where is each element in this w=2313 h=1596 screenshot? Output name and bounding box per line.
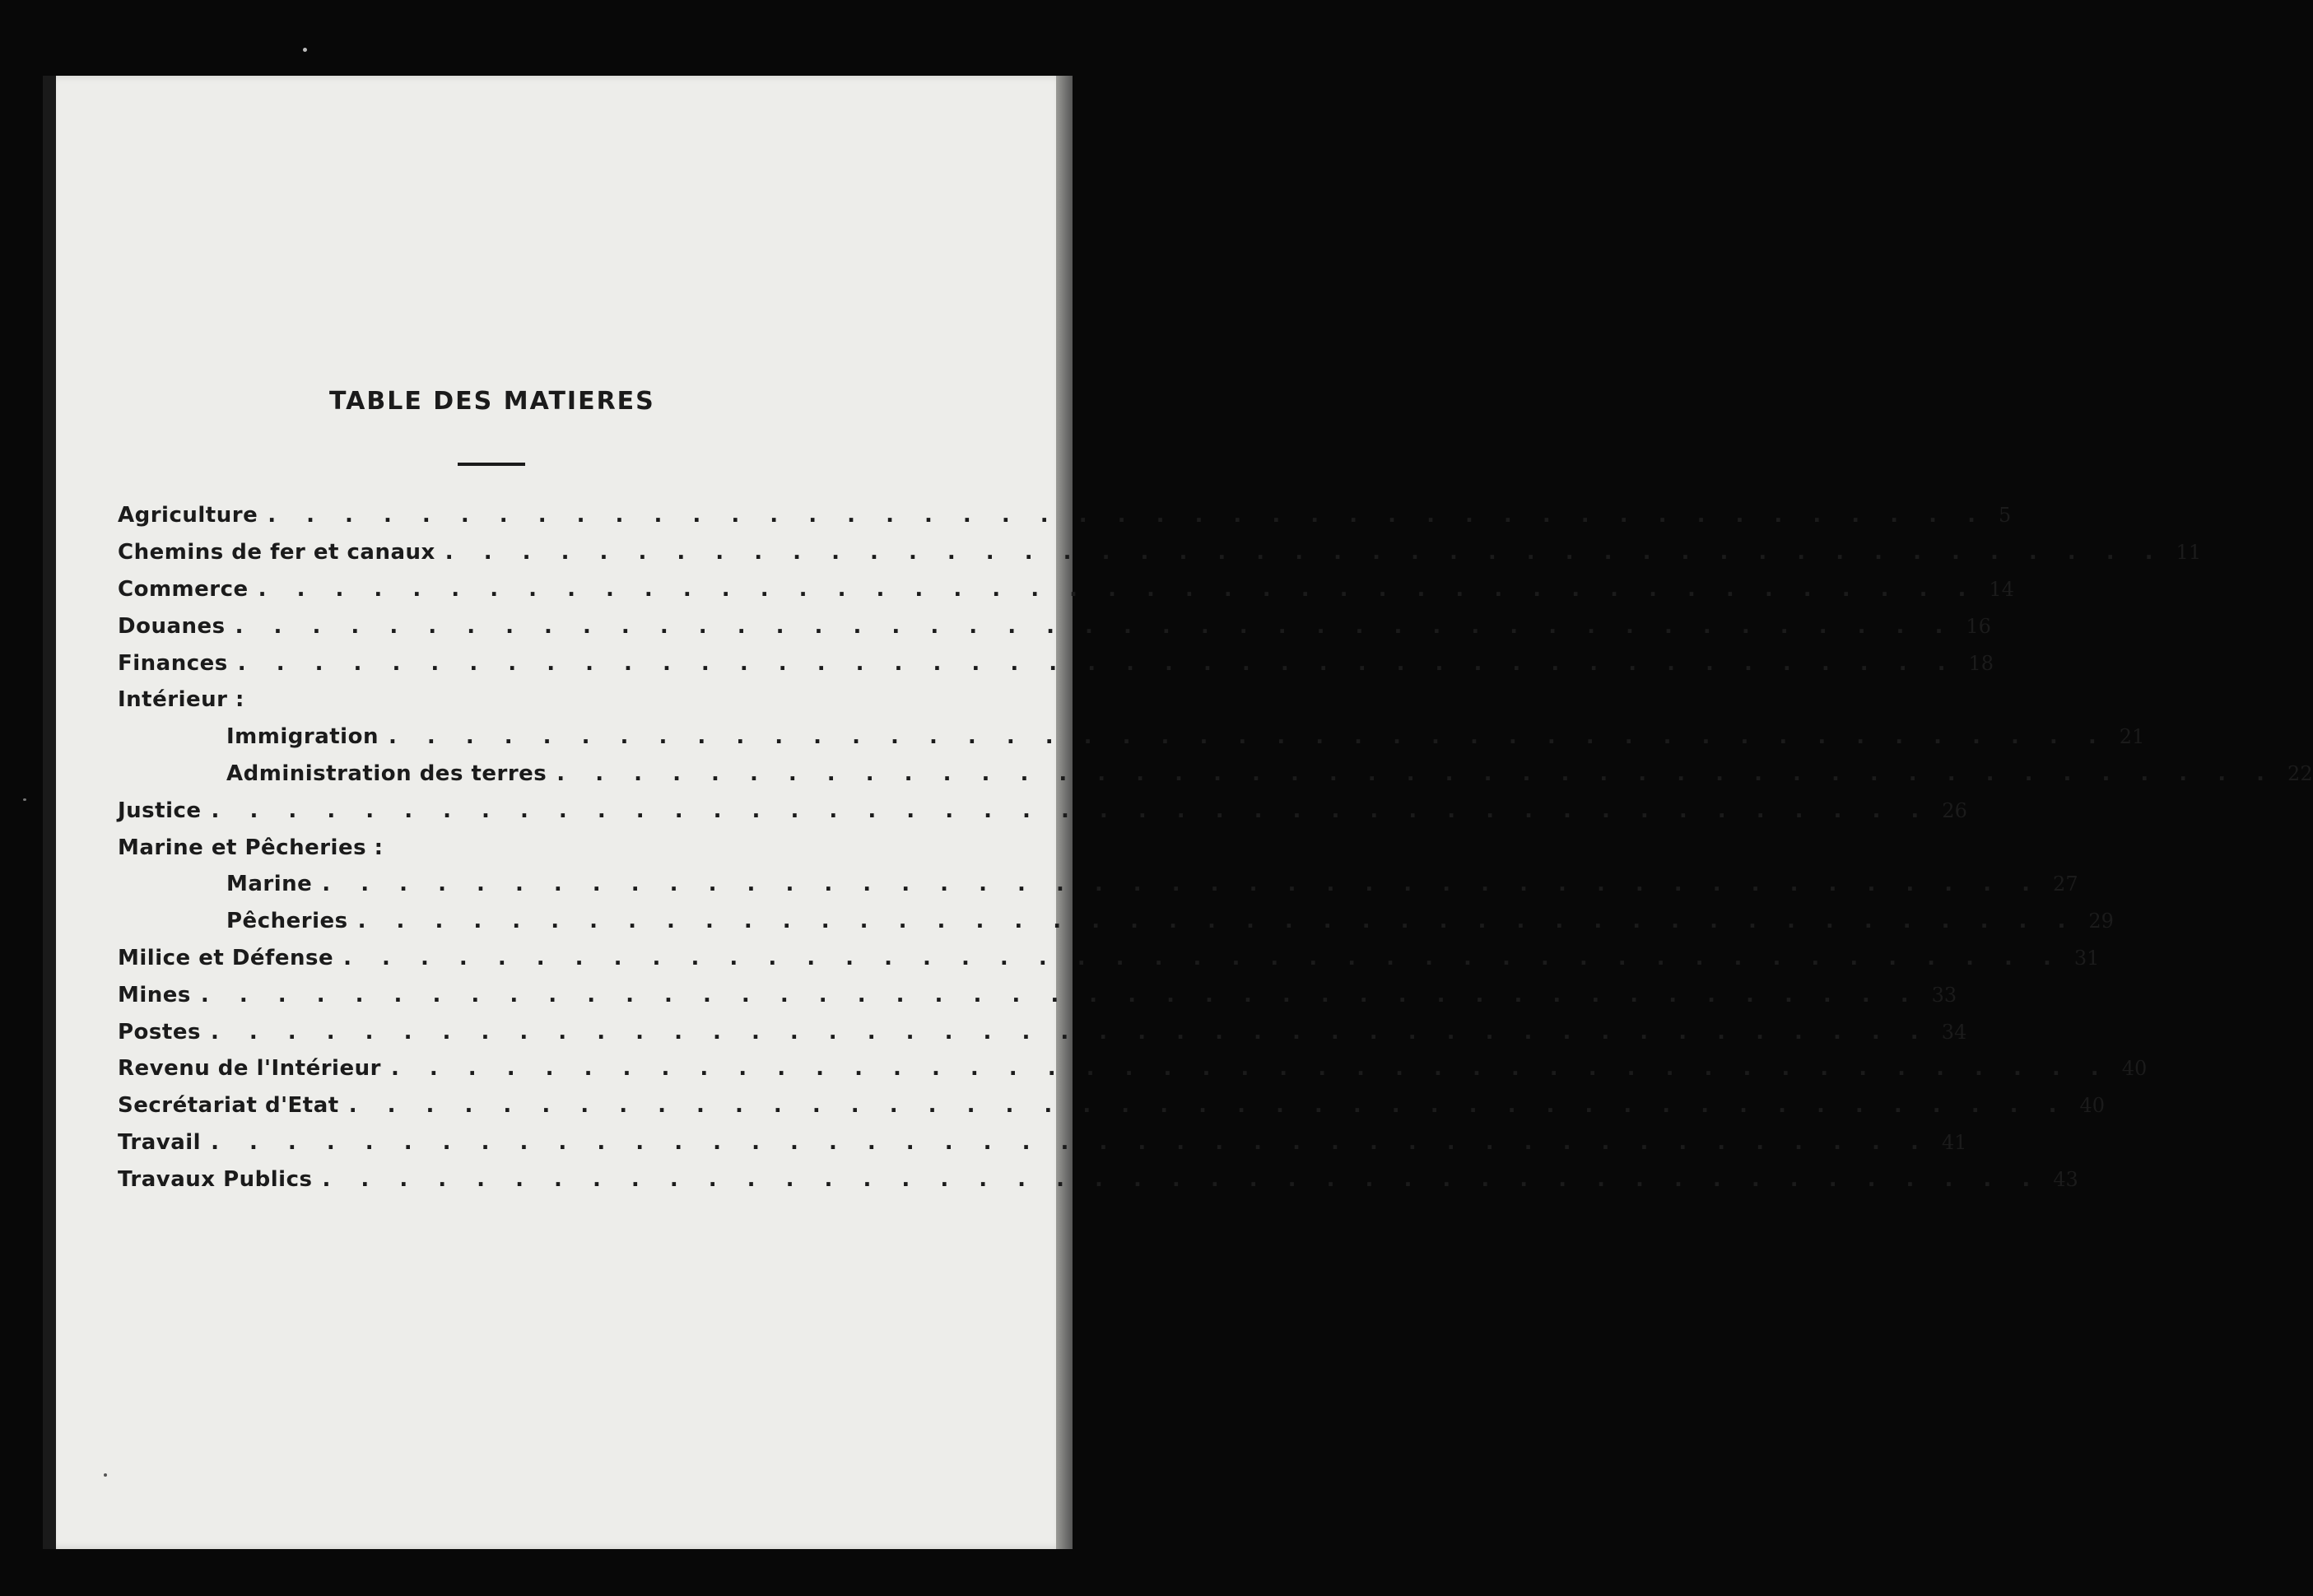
toc-entry-label: Milice et Défense xyxy=(118,945,334,970)
toc-entry xyxy=(118,976,1957,1013)
toc-entry-page-number: 29 xyxy=(2088,910,2114,933)
toc-entry xyxy=(118,534,2202,571)
toc-entry xyxy=(118,644,1994,682)
toc-entry-label: Marine et Pêcheries : xyxy=(118,835,384,860)
toc-entry-label: Marine xyxy=(226,872,313,897)
toc-leader-dots: . . . . . . . . . . . . . . . . . . . . . . . . . . . . . . . . . . . . . . . . . . . . . xyxy=(322,1166,2042,1192)
toc-entry-label: Revenu de l'Intérieur xyxy=(118,1056,381,1082)
toc-leader-dots: . . . . . . . . . . . . . . . . . . . . . . . . . . . . . . . . . . . . . . . . . . . . . xyxy=(200,982,1920,1007)
toc-entry-page-number: 27 xyxy=(2053,872,2078,896)
toc-entry xyxy=(118,497,2012,534)
toc-entry xyxy=(118,792,1967,829)
toc-entry-page-number: 5 xyxy=(1998,504,2012,528)
toc-leader-dots: . . . . . . . . . . . . . . . . . . . . . . . . . . . . . . . . . . . . . . . . . . . . . xyxy=(390,1056,2111,1082)
toc-leader-dots: . . . . . . . . . . . . . . . . . . . . . . . . . . . . . . . . . . . . . . . . . . . . . xyxy=(388,724,2108,750)
table-of-contents xyxy=(118,497,2313,1198)
toc-entry-page-number: 18 xyxy=(1968,651,1994,675)
toc-leader-dots: . . . . . . . . . . . . . . . . . . . . . . . . . . . . . . . . . . . . . . . . . . . . . xyxy=(444,540,2165,565)
toc-entry-page-number: 43 xyxy=(2053,1167,2078,1191)
toc-entry xyxy=(118,719,2145,756)
toc-entry xyxy=(118,829,859,866)
toc-entry-label: Travaux Publics xyxy=(118,1166,313,1192)
toc-entry-page-number: 33 xyxy=(1931,983,1957,1007)
toc-entry-label: Mines xyxy=(118,982,191,1007)
toc-entry-label: Finances xyxy=(118,650,228,676)
toc-entry xyxy=(118,756,2313,793)
toc-entry-page-number: 14 xyxy=(1989,577,2014,601)
toc-entry-page-number: 40 xyxy=(2079,1094,2105,1118)
toc-entry xyxy=(118,1161,2078,1198)
toc-entry-page-number: 22 xyxy=(2287,761,2313,785)
toc-entry-label: Agriculture xyxy=(118,503,258,528)
toc-entry-page-number: 34 xyxy=(1941,1020,1967,1044)
toc-entry xyxy=(118,903,2114,940)
toc-leader-dots: . . . . . . . . . . . . . . . . . . . . . . . . . . . . . . . . . . . . . . . . . . . . . xyxy=(268,503,1987,528)
toc-entry-page-number: 11 xyxy=(2176,541,2202,565)
toc-entry xyxy=(118,866,2078,903)
toc-entry-page-number: 41 xyxy=(1941,1130,1967,1154)
toc-entry xyxy=(118,940,2100,977)
toc-leader-dots: . . . . . . . . . . . . . . . . . . . . . . . . . . . . . . . . . . . . . . . . . . . . . xyxy=(322,872,2042,897)
toc-entry xyxy=(118,1124,1967,1161)
toc-entry xyxy=(118,571,2014,608)
toc-entry xyxy=(118,607,1991,644)
toc-entry-page-number: 31 xyxy=(2073,946,2100,970)
toc-entry-label: Douanes xyxy=(118,613,226,639)
toc-entry-page-number: 16 xyxy=(1966,614,1991,638)
toc-entry-page-number: 26 xyxy=(1942,798,1967,822)
toc-entry-label: Immigration xyxy=(226,724,379,750)
dust-speck xyxy=(104,1473,107,1477)
toc-entry-label: Commerce xyxy=(118,576,249,602)
toc-leader-dots: . . . . . . . . . . . . . . . . . . . . . . . . . . . . . . . . . . . . . . . . . . . . . xyxy=(235,613,1955,639)
page-title: TABLE DES MATIERES xyxy=(329,387,655,416)
toc-entry-label: Travail xyxy=(118,1129,202,1155)
toc-leader-dots: . . . . . . . . . . . . . . . . . . . . . . . . . . . . . . . . . . . . . . . . . . . . . xyxy=(211,1129,1930,1155)
title-rule xyxy=(458,463,525,466)
toc-entry-label: Pêcheries xyxy=(226,909,348,934)
toc-leader-dots: . . . . . . . . . . . . . . . . . . . . . . . . . . . . . . . . . . . . . . . . . . . . . xyxy=(211,798,1931,823)
toc-entry-label: Intérieur : xyxy=(118,687,244,713)
toc-entry xyxy=(118,682,859,719)
toc-entry-label: Postes xyxy=(118,1019,201,1045)
dust-speck xyxy=(23,798,26,801)
toc-entry-label: Chemins de fer et canaux xyxy=(118,540,435,565)
toc-leader-dots: . . . . . . . . . . . . . . . . . . . . . . . . . . . . . . . . . . . . . . . . . . . . . xyxy=(348,1093,2069,1119)
toc-leader-dots: . . . . . . . . . . . . . . . . . . . . . . . . . . . . . . . . . . . . . . . . . . . . . xyxy=(237,650,1957,676)
toc-entry-label: Secrétariat d'Etat xyxy=(118,1093,339,1119)
toc-leader-dots: . . . . . . . . . . . . . . . . . . . . . . . . . . . . . . . . . . . . . . . . . . . . . xyxy=(357,909,2078,934)
toc-entry-page-number: 40 xyxy=(2121,1057,2148,1081)
toc-entry-label: Justice xyxy=(118,798,202,823)
toc-leader-dots: . . . . . . . . . . . . . . . . . . . . . . . . . . . . . . . . . . . . . . . . . . . . . xyxy=(258,576,1978,602)
toc-entry xyxy=(118,1050,2148,1087)
toc-entry-page-number: 21 xyxy=(2119,725,2145,749)
toc-entry-label: Administration des terres xyxy=(226,761,547,786)
dust-speck xyxy=(303,48,307,52)
toc-leader-dots: . . . . . . . . . . . . . . . . . . . . . . . . . . . . . . . . . . . . . . . . . . . . . xyxy=(556,761,2277,786)
toc-entry xyxy=(118,1013,1967,1050)
toc-leader-dots: . . . . . . . . . . . . . . . . . . . . . . . . . . . . . . . . . . . . . . . . . . . . . xyxy=(343,945,2063,970)
toc-entry xyxy=(118,1087,2105,1124)
toc-leader-dots: . . . . . . . . . . . . . . . . . . . . . . . . . . . . . . . . . . . . . . . . . . . . . xyxy=(210,1019,1930,1045)
